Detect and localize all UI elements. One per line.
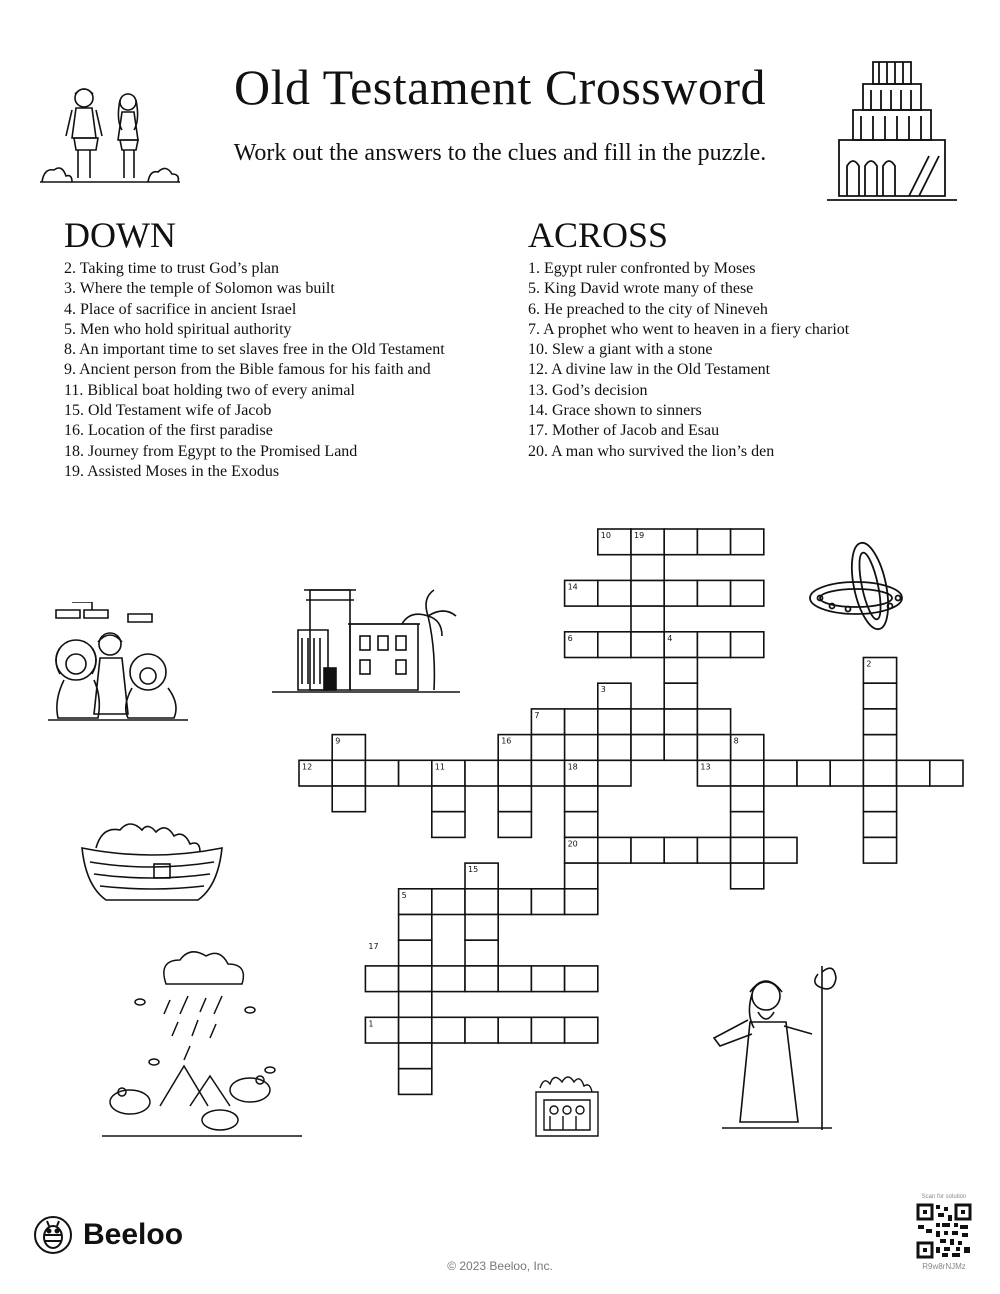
down-clue: 4. Place of sacrifice in ancient Israel [64,300,297,318]
beeloo-logo [33,1215,183,1255]
crossword-cell[interactable] [664,683,697,709]
crossword-cell[interactable] [631,735,664,761]
crossword-cell[interactable] [465,966,498,992]
brand-name: Beeloo [83,1218,184,1251]
crossword-cell[interactable] [399,1043,432,1069]
clue-number: 19 [634,531,645,540]
down-clue: 15. Old Testament wife of Jacob [64,402,272,420]
crossword-cell[interactable] [399,966,432,992]
down-clue: 18. Journey from Egypt to the Promised Land [64,442,358,460]
crossword-cell[interactable] [598,709,631,735]
crossword-cell[interactable] [731,837,764,863]
crossword-cell[interactable] [664,735,697,761]
crossword-cell[interactable] [432,812,465,838]
crossword-cell[interactable] [631,606,664,632]
qr-code-label: R9w8rNJMz [922,1262,966,1271]
crossword-cell[interactable] [697,837,730,863]
crossword-cell[interactable] [565,966,598,992]
crossword-cell[interactable] [631,580,664,606]
page-subtitle: Work out the answers to the clues and fill in the puzzle. [233,140,767,166]
clue-number: 7 [534,710,540,720]
down-clue: 11. Biblical boat holding two of every animal [64,381,355,399]
clue-number: 10 [600,531,611,540]
crossword-cell[interactable] [731,760,764,786]
crossword-cell[interactable] [432,966,465,992]
crossword-cell[interactable] [531,889,564,915]
crossword-cell[interactable] [830,760,863,786]
copyright: © 2023 Beeloo, Inc. [447,1259,553,1273]
crossword-cell[interactable] [863,760,896,786]
crossword-cell[interactable] [399,760,432,786]
crossword-cell[interactable] [697,735,730,761]
crossword-cell[interactable] [731,786,764,812]
down-clue: 16. Location of the first paradise [64,422,273,440]
crossword-cell[interactable] [863,837,896,863]
page-title: Old Testament Crossword [233,59,767,115]
crossword-cell[interactable] [863,786,896,812]
crossword-cell[interactable] [432,786,465,812]
down-clue: 8. An important time to set slaves free in the Old Testament [64,341,445,359]
crossword-cell[interactable] [565,1017,598,1043]
crossword-cell[interactable] [465,889,498,915]
crossword-cell[interactable] [863,683,896,709]
crossword-cell[interactable] [432,1017,465,1043]
crossword-cell[interactable] [531,735,564,761]
crossword-cell[interactable] [598,837,631,863]
down-clue: 5. Men who hold spiritual authority [64,320,292,338]
crossword-cell[interactable] [930,760,963,786]
crossword-cell[interactable] [731,529,764,555]
across-clue: 17. Mother of Jacob and Esau [528,422,720,440]
crossword-cell[interactable] [598,760,631,786]
crossword-cell[interactable] [697,632,730,658]
down-clue: 3. Where the temple of Solomon was built [64,280,335,298]
crossword-cell[interactable] [598,632,631,658]
crossword-cell[interactable] [531,1017,564,1043]
crossword-cell[interactable] [498,966,531,992]
clue-number: 16 [501,736,512,746]
crossword-cell[interactable] [664,529,697,555]
crossword-cell[interactable] [631,632,664,658]
clue-number: 8 [733,736,739,746]
crossword-cell[interactable] [531,760,564,786]
crossword-cell[interactable] [432,889,465,915]
crossword-cell[interactable] [664,580,697,606]
clue-number: 4 [667,633,673,643]
across-clue: 7. A prophet who went to heaven in a fiery chariot [528,320,850,338]
crossword-cell[interactable] [565,863,598,889]
across-clue: 10. Slew a giant with a stone [528,341,713,359]
clue-number: 11 [434,762,445,772]
crossword-cell[interactable] [399,992,432,1018]
clue-number: 14 [567,582,578,592]
crossword-cell[interactable] [465,1017,498,1043]
down-clue: 2. Taking time to trust God’s plan [64,260,280,277]
crossword-cell[interactable] [332,760,365,786]
crossword-cell[interactable] [664,837,697,863]
crossword-cell[interactable] [731,580,764,606]
crossword-cell[interactable] [498,812,531,838]
crossword-cell[interactable] [565,812,598,838]
clue-number: 13 [700,762,711,772]
clue-number: 18 [567,762,578,772]
qr-code-icon[interactable] [916,1203,972,1259]
across-clue: 13. God’s decision [528,381,648,399]
crossword-cell[interactable] [697,709,730,735]
crossword-cell[interactable] [465,940,498,966]
crossword-cell[interactable] [764,760,797,786]
crossword-cell[interactable] [498,760,531,786]
across-clue: 20. A man who survived the lion’s den [528,442,775,460]
crossword-cell[interactable] [498,889,531,915]
across-clue: 6. He preached to the city of Nineveh [528,300,768,318]
clue-number: 5 [401,890,407,900]
crossword-cell[interactable] [664,658,697,684]
crossword-cell[interactable] [731,812,764,838]
clue-number: 2 [866,659,872,669]
crossword-cell[interactable] [365,760,398,786]
clue-number: 17 [368,942,379,952]
crossword-cell[interactable] [764,837,797,863]
crossword-cell[interactable] [697,529,730,555]
crossword-cell[interactable] [731,863,764,889]
crossword-cell[interactable] [332,786,365,812]
across-clue: 14. Grace shown to sinners [528,402,702,420]
crossword-cell[interactable] [465,915,498,941]
crossword-cell[interactable] [631,709,664,735]
clue-number: 15 [468,865,479,875]
crossword-cell[interactable] [664,709,697,735]
crossword-cell[interactable] [399,1069,432,1095]
clue-number: 6 [567,633,573,643]
clue-number: 3 [600,685,606,695]
crossword-cell[interactable] [399,940,432,966]
crossword-cell[interactable] [498,786,531,812]
crossword-cell[interactable] [863,735,896,761]
crossword-cell[interactable] [598,580,631,606]
across-clue: 12. A divine law in the Old Testament [528,361,771,379]
clue-number: 12 [302,762,313,772]
crossword-cell[interactable] [631,837,664,863]
crossword-cell[interactable] [565,709,598,735]
down-heading: DOWN [64,215,176,255]
down-clue: 19. Assisted Moses in the Exodus [64,462,280,480]
crossword-cell[interactable] [565,889,598,915]
crossword-cell[interactable] [399,1017,432,1043]
crossword-cell[interactable] [531,966,564,992]
clue-number: 1 [368,1019,374,1029]
crossword-cell[interactable] [498,1017,531,1043]
crossword-cell[interactable] [863,709,896,735]
clue-number: 20 [567,839,578,849]
crossword-cell[interactable] [565,786,598,812]
crossword-cell[interactable] [731,632,764,658]
qr-caption: Scan for solution [921,1194,967,1200]
bee-icon [33,1215,73,1255]
crossword-cell[interactable] [465,760,498,786]
crossword-cell[interactable] [863,812,896,838]
crossword-cell[interactable] [631,555,664,581]
crossword-cell[interactable] [797,760,830,786]
across-heading: ACROSS [528,215,669,255]
across-clue: 5. King David wrote many of these [528,280,754,298]
clue-number: 9 [335,736,341,746]
crossword-cell[interactable] [399,915,432,941]
down-clue: 9. Ancient person from the Bible famous for his faith and [64,361,431,379]
crossword-cell[interactable] [365,966,398,992]
crossword-cell[interactable] [897,760,930,786]
across-clue: 1. Egypt ruler confronted by Moses [528,260,756,277]
crossword-cell[interactable] [697,580,730,606]
crossword-cell[interactable] [598,735,631,761]
